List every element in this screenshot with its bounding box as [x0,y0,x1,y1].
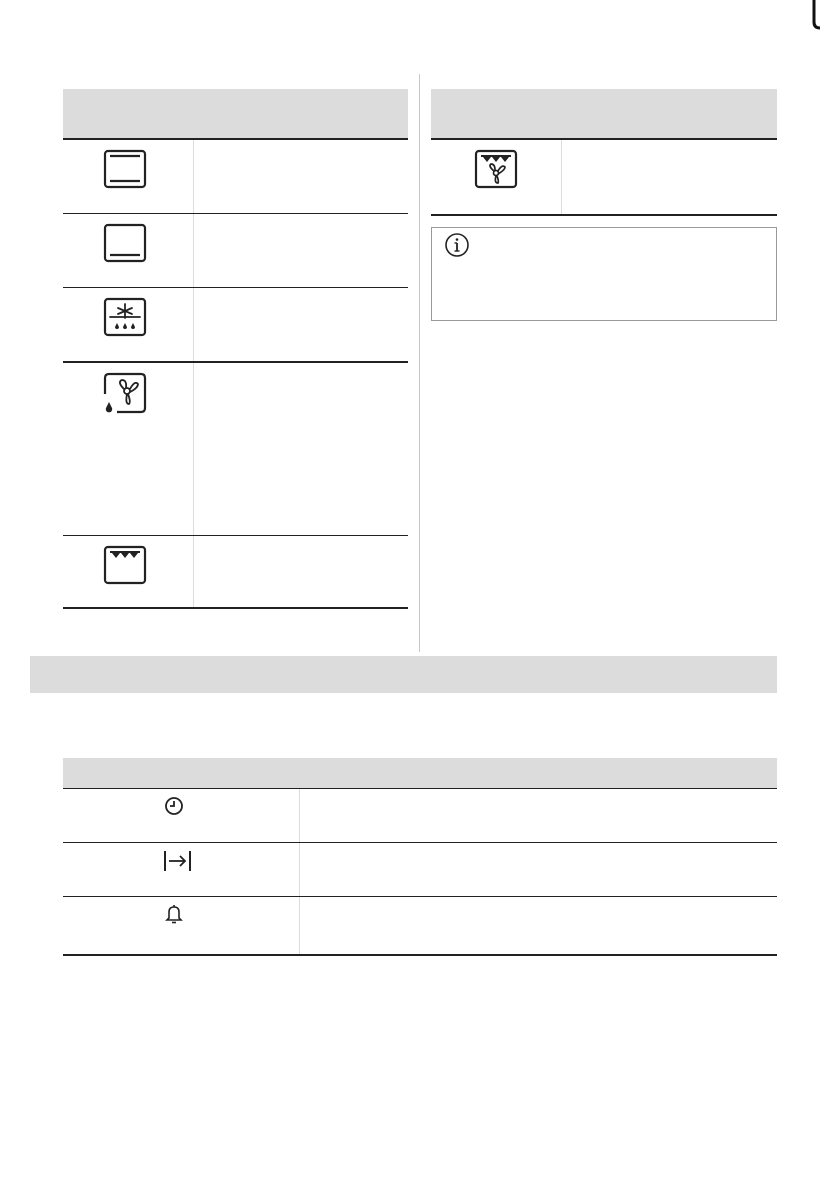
section-heading-bar [30,656,777,693]
defrost-icon [103,297,147,337]
table-row [63,789,777,843]
table-row [63,897,777,956]
table-row [63,140,408,214]
table-row [63,363,408,536]
heating-functions-table-right [431,89,777,216]
table-header [63,758,777,789]
table-row [63,214,408,288]
table-header [431,89,777,140]
table-header [63,89,408,140]
table-row [63,288,408,363]
clock-functions-table [63,758,777,956]
conventional-cooking-icon [103,149,147,189]
table-row [63,843,777,897]
clock-icon [163,795,185,817]
end-time-icon [163,849,193,873]
page-cut-mark [812,0,822,30]
bottom-heat-icon [103,223,147,263]
table-row [431,140,777,216]
turbo-grilling-icon [474,149,518,189]
grill-icon [103,545,147,585]
column-divider [419,74,420,652]
table-row [63,536,408,609]
heating-functions-table-left [63,89,408,609]
info-icon [444,232,470,258]
moist-fan-baking-icon [103,372,149,416]
minute-minder-icon [163,903,185,925]
information-note [431,227,777,321]
